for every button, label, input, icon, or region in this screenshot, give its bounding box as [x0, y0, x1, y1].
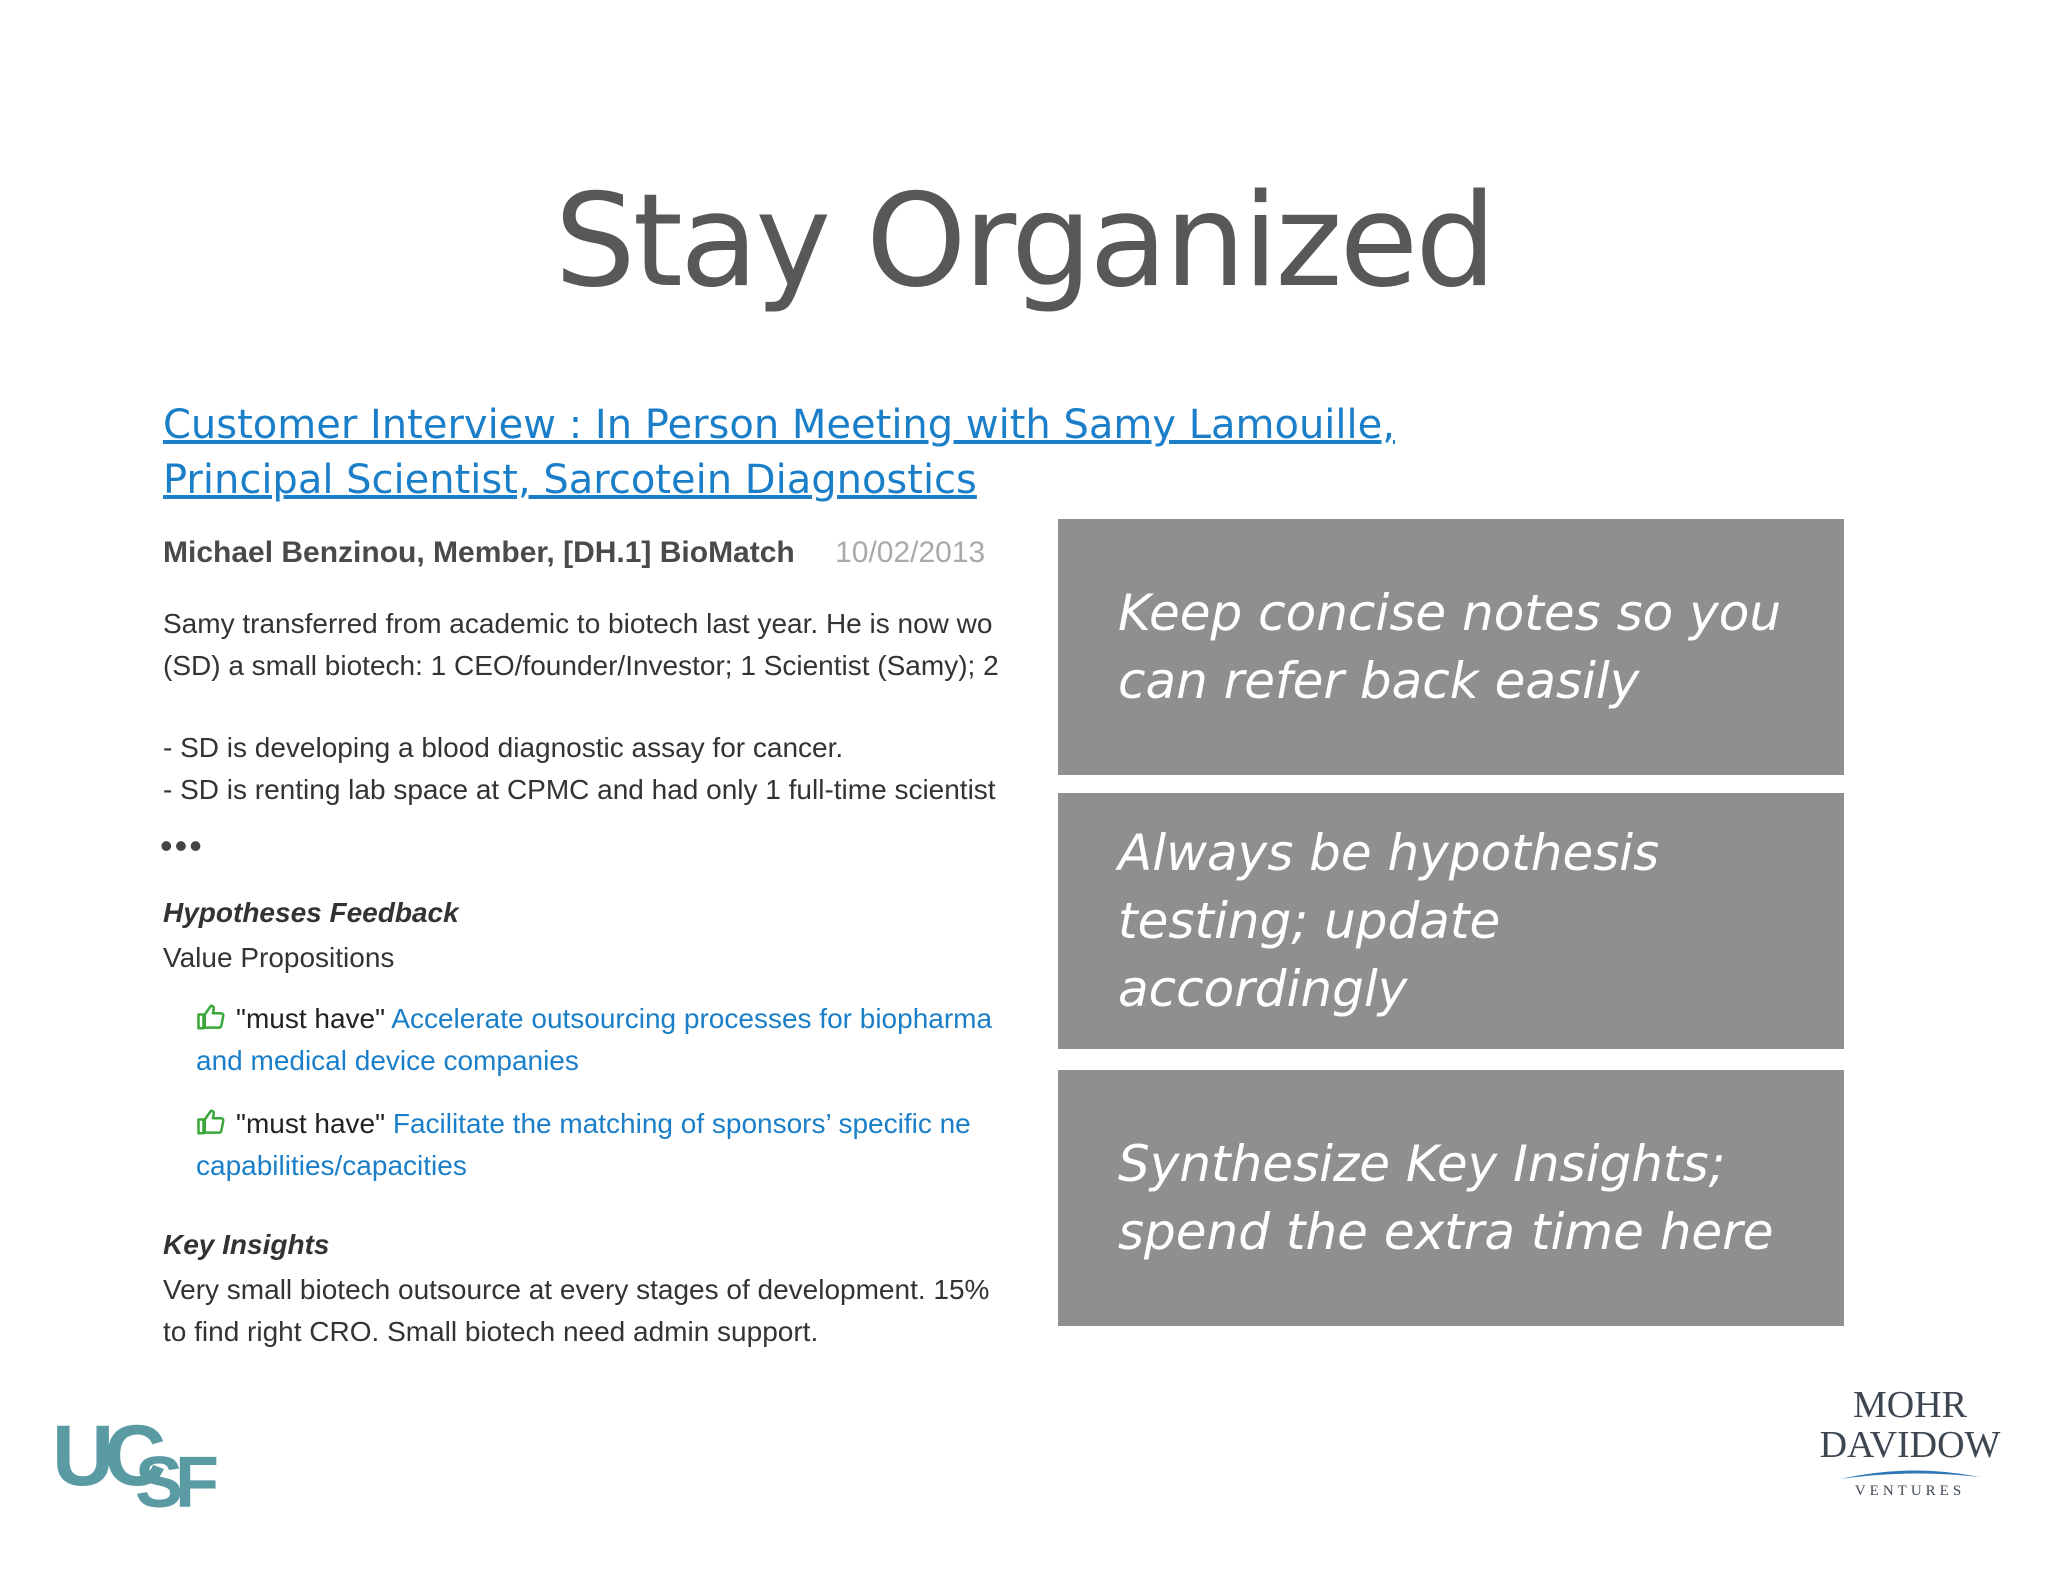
- value-prop-2-rating: "must have": [236, 1108, 386, 1139]
- callout-concise-notes: [1058, 519, 1844, 775]
- slide-title: Stay Organized: [554, 167, 1494, 316]
- interview-title-line-2: Principal Scientist, Sarcotein Diagnostics: [163, 457, 977, 503]
- value-prop-2-link-cont[interactable]: capabilities/capacities: [196, 1150, 467, 1181]
- interview-title-line-1: Customer Interview : In Person Meeting with Samy Lamouille,: [163, 402, 1395, 448]
- callout-key-insights: [1058, 1070, 1844, 1326]
- value-prop-1-rating: "must have": [236, 1003, 386, 1034]
- value-props-label: Value Propositions: [163, 942, 395, 973]
- summary-line-2: (SD) a small biotech: 1 CEO/founder/Investor; 1 Scientist (Samy); 2: [163, 650, 999, 681]
- mohr-davidow-logo: [1800, 1385, 2020, 1515]
- summary-line-1: Samy transferred from academic to biotech last year. He is now wo: [163, 608, 993, 639]
- mohr-logo-line-3: VENTURES: [1854, 1483, 1966, 1499]
- svg-text:SF: SF: [135, 1443, 212, 1510]
- value-prop-2: [196, 1103, 971, 1145]
- author-line: [163, 533, 985, 573]
- callout-text: Synthesize Key Insights; spend the extra time here: [1118, 1135, 1774, 1261]
- thumbs-up-icon[interactable]: [196, 1002, 226, 1032]
- ellipsis: •••: [160, 825, 204, 866]
- value-prop-1: [196, 998, 992, 1040]
- value-prop-1-cont: [196, 1040, 579, 1082]
- mohr-logo-line-2: DAVIDOW: [1819, 1424, 2001, 1466]
- svg-text:UC: UC: [52, 1410, 157, 1504]
- bullet-1: - SD is developing a blood diagnostic assay for cancer.: [163, 732, 844, 763]
- callout-text: Keep concise notes so you can refer back easily: [1118, 584, 1782, 710]
- callout-hypothesis-testing: [1058, 793, 1844, 1049]
- bullet-2: - SD is renting lab space at CPMC and had only 1 full-time scientist: [163, 774, 996, 805]
- interview-title-link[interactable]: [163, 398, 1463, 508]
- ucsf-logo: [52, 1410, 242, 1510]
- value-prop-2-link[interactable]: Facilitate the matching of sponsors’ specific ne: [392, 1108, 971, 1139]
- author-name: Michael Benzinou, Member, [DH.1] BioMatch: [163, 536, 795, 569]
- key-insights-line-2: to find right CRO. Small biotech need admin support.: [163, 1316, 819, 1347]
- interview-date: 10/02/2013: [835, 536, 986, 569]
- key-insights-heading: Key Insights: [163, 1229, 330, 1260]
- value-prop-1-link-cont[interactable]: and medical device companies: [196, 1045, 579, 1076]
- callout-text: Always be hypothesis testing; update accordingly: [1118, 824, 1660, 1018]
- thumbs-up-icon[interactable]: [196, 1107, 226, 1137]
- value-prop-2-cont: [196, 1145, 467, 1187]
- mohr-logo-line-1: MOHR: [1852, 1384, 1968, 1426]
- key-insights-line-1: Very small biotech outsource at every stages of development. 15%: [163, 1274, 990, 1305]
- swoosh-icon: [1835, 1467, 1985, 1481]
- value-prop-1-link[interactable]: Accelerate outsourcing processes for biopharma: [391, 1003, 993, 1034]
- hypotheses-heading: Hypotheses Feedback: [163, 897, 459, 928]
